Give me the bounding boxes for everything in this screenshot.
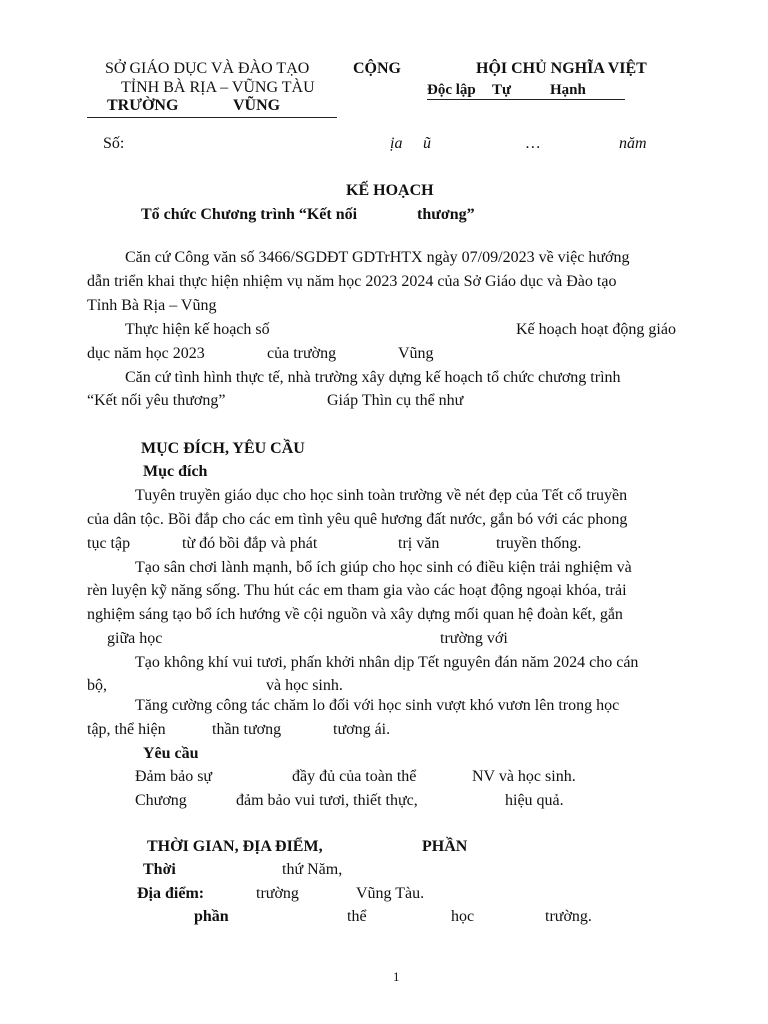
page-number: 1	[393, 969, 400, 984]
issuer-school-name: VŨNG	[233, 97, 281, 114]
purpose-a-line3c: trị văn	[398, 535, 440, 552]
slogan-happiness: Hạnh	[550, 82, 586, 98]
purpose-c-line1: Tạo không khí vui tươi, phấn khởi nhân dịp Tết nguyên đán năm 2024 cho cán	[135, 654, 639, 671]
intro-p1-line2: dẫn triển khai thực hiện nhiệm vụ năm học 2023 2024 của Sở Giáo dục và Đào tạo	[87, 273, 617, 290]
time-value: thứ Năm,	[282, 861, 343, 878]
intro-p2-line2b: của trường	[267, 345, 337, 362]
date-year-label: năm	[619, 135, 647, 152]
intro-p2-line2a: dục năm học 2023	[87, 345, 205, 362]
purpose-a-line1: Tuyên truyền giáo dục cho học sinh toàn trường về nét đẹp của Tết cổ truyền	[135, 487, 628, 504]
document-title: KẾ HOẠCH	[346, 182, 434, 199]
purpose-d-line2a: tập, thể hiện	[87, 721, 166, 738]
intro-p3-line2b: Giáp Thìn cụ thể như	[327, 392, 464, 409]
intro-p1-line3: Tỉnh Bà Rịa – Vũng	[87, 297, 217, 314]
intro-p2-line1b: Kế hoạch hoạt động giáo	[516, 321, 676, 338]
purpose-d-line2b: thần tương	[212, 721, 282, 738]
section2-heading-part2: PHẦN	[422, 838, 468, 855]
composition-label: phần	[194, 908, 229, 925]
intro-p2-line1a: Thực hiện kế hoạch số	[125, 321, 270, 338]
purpose-a-line2: của dân tộc. Bồi đắp cho các em tình yêu quê hương đất nước, gắn bó với các phong	[87, 511, 628, 528]
place-label: Địa điểm:	[137, 885, 205, 902]
document-subtitle-part1: Tổ chức Chương trình “Kết nối	[141, 206, 358, 223]
date-ellipsis: …	[526, 135, 541, 152]
time-label: Thời	[143, 861, 176, 878]
purpose-b-line4a: giữa học	[107, 630, 163, 647]
purpose-b-line4b: trường với	[440, 630, 508, 647]
requirement-2c: hiệu quả.	[505, 792, 564, 809]
purpose-c-line2b: và học sinh.	[266, 677, 343, 694]
intro-p3-line2a: “Kết nối yêu thương”	[87, 392, 226, 409]
section1-subheading-purpose: Mục đích	[143, 463, 208, 480]
slogan-independence: Độc lập	[427, 82, 476, 98]
requirement-2a: Chương	[135, 792, 187, 809]
purpose-b-line1: Tạo sân chơi lành mạnh, bổ ích giúp cho học sinh có điều kiện trải nghiệm và	[135, 559, 632, 576]
composition-value-a: thể	[347, 908, 367, 925]
issuer-department: SỞ GIÁO DỤC VÀ ĐÀO TẠO	[105, 60, 310, 77]
intro-p2-line2c: Vũng	[398, 345, 434, 362]
requirement-1a: Đảm bảo sự	[135, 768, 213, 785]
purpose-c-line2a: bộ,	[87, 677, 107, 694]
issuer-school-prefix: TRƯỜNG	[107, 97, 179, 114]
section1-heading: MỤC ĐÍCH, YÊU CẦU	[141, 440, 305, 457]
issuer-province: TỈNH BÀ RỊA – VŨNG TÀU	[121, 79, 315, 96]
date-place-fragment-2: ũ	[423, 135, 431, 152]
place-value-b: Vũng Tàu.	[356, 885, 425, 902]
header-left-rule	[87, 117, 337, 118]
purpose-d-line1: Tăng cường công tác chăm lo đối với học sinh vượt khó vươn lên trong học	[135, 697, 620, 714]
requirement-1b: đầy đủ của toàn thể	[292, 768, 417, 785]
purpose-a-line3b: từ đó bồi đắp và phát	[182, 535, 318, 552]
composition-value-b: học	[451, 908, 475, 925]
purpose-d-line2c: tương ái.	[333, 721, 391, 738]
document-subtitle-part2: thương”	[417, 206, 475, 223]
nation-motto-part1: CỘNG	[353, 60, 401, 77]
composition-value-c: trường.	[545, 908, 592, 925]
place-value-a: trường	[256, 885, 299, 902]
intro-p3-line1: Căn cứ tình hình thực tế, nhà trường xây dựng kế hoạch tổ chức chương trình	[125, 369, 621, 386]
requirement-1c: NV và học sinh.	[472, 768, 576, 785]
purpose-b-line3: nghiệm sáng tạo bổ ích hướng về cội nguồn và xây dựng mối quan hệ đoàn kết, gắn	[87, 606, 623, 623]
section1-subheading-requirements: Yêu cầu	[143, 745, 199, 762]
requirement-2b: đảm bảo vui tươi, thiết thực,	[236, 792, 418, 809]
purpose-a-line3d: truyền thống.	[496, 535, 582, 552]
document-number-label: Số:	[103, 135, 125, 152]
slogan-freedom: Tự	[492, 82, 512, 98]
header-right-rule	[427, 99, 625, 100]
intro-p1-line1: Căn cứ Công văn số 3466/SGDĐT GDTrHTX ngày 07/09/2023 về việc hướng	[125, 249, 630, 266]
section2-heading-part1: THỜI GIAN, ĐỊA ĐIỂM,	[147, 838, 323, 855]
purpose-a-line3a: tục tập	[87, 535, 131, 552]
purpose-b-line2: rèn luyện kỹ năng sống. Thu hút các em tham gia vào các hoạt động ngoại khóa, trải	[87, 582, 627, 599]
nation-motto-part2: HỘI CHỦ NGHĨA VIỆT	[476, 60, 647, 77]
date-place-fragment: ịa	[390, 135, 403, 152]
